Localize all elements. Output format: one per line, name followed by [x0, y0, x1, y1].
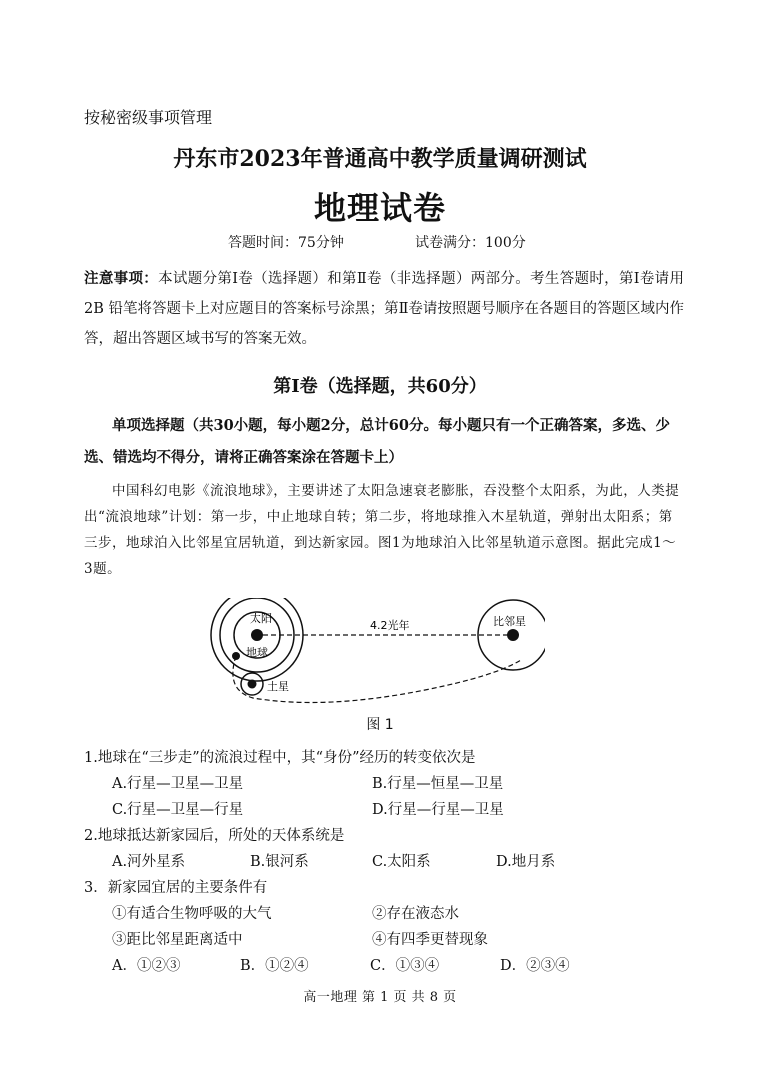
question-3-option-b: B．①②④ — [240, 958, 309, 974]
proxima-dot — [507, 629, 519, 641]
question-3-option-a: A．①②③ — [112, 958, 181, 974]
question-1-option-b: B.行星—恒星—卫星 — [372, 776, 504, 792]
page-footer: 高一地理 第 1 页 共 8 页 — [303, 990, 457, 1005]
sun-dot — [251, 629, 263, 641]
question-3-condition-2: ②存在液态水 — [372, 906, 459, 922]
question-3-stem: 3．新家园宜居的主要条件有 — [84, 880, 268, 896]
question-3-option-d: D．②③④ — [500, 958, 570, 974]
question-1-option-d: D.行星—行星—卫星 — [372, 802, 504, 818]
question-1-option-c: C.行星—卫星—行星 — [112, 802, 244, 818]
question-2-stem: 2.地球抵达新家园后，所处的天体系统是 — [84, 828, 345, 844]
question-2-option-d: D.地月系 — [496, 854, 556, 870]
question-2-option-a: A.河外星系 — [112, 854, 186, 870]
saturn-label: 土星 — [267, 680, 289, 693]
question-1-option-a: A.行星—卫星—卫星 — [112, 776, 244, 792]
question-3-condition-4: ④有四季更替现象 — [372, 932, 488, 948]
section-instruction: 单项选择题（共30小题，每小题2分，总计60分。每小题只有一个正确答案，多选、少选、错选均不得分，请将正确答案涂在答题卡上） — [84, 417, 670, 466]
subject-title: 地理试卷 — [313, 189, 446, 227]
question-3-condition-3: ③距比邻星距离适中 — [112, 932, 243, 948]
question-2-option-c: C.太阳系 — [372, 854, 431, 870]
distance-label: 4.2光年 — [370, 619, 410, 632]
proxima-label: 比邻星 — [493, 615, 526, 628]
question-3-condition-1: ①有适合生物呼吸的大气 — [112, 906, 272, 922]
earth-label: 地球 — [246, 646, 268, 659]
exam-title: 丹东市2023年普通高中教学质量调研测试 — [173, 146, 587, 172]
exam-time: 答题时间：75分钟 — [228, 235, 344, 251]
notice-text: 本试题分第Ⅰ卷（选择题）和第Ⅱ卷（非选择题）两部分。考生答题时，第Ⅰ卷请用 2B 铅笔将答题卡上对应题目的答案标号涂黑；第Ⅱ卷请按照题号顺序在各题目的答题区域内作答，超出答题区域书写的答案无效。 — [84, 271, 684, 347]
exam-full-score: 试卷满分：100分 — [415, 235, 526, 251]
saturn-dot — [248, 680, 257, 689]
notice-label: 注意事项： — [84, 270, 159, 287]
orbit-figure — [205, 598, 545, 714]
question-2-option-b: B.银河系 — [250, 854, 309, 870]
section-title: 第Ⅰ卷（选择题，共60分） — [273, 376, 487, 397]
question-intro: 中国科幻电影《流浪地球》，主要讲述了太阳急速衰老膨胀，吞没整个太阳系，为此，人类提出“流浪地球”计划：第一步，中止地球自转；第二步，将地球推入木星轨道，弹射出太阳系；第三步，地球泊入比邻星宜居轨道，到达新家园。图1为地球泊入比邻星轨道示意图。据此完成1～3题。 — [84, 483, 680, 577]
question-3-option-c: C．①③④ — [370, 958, 440, 974]
question-1-stem: 1.地球在“三步走”的流浪过程中，其“身份”经历的转变依次是 — [84, 750, 476, 766]
orbit-diagram — [205, 598, 545, 710]
sun-label: 太阳 — [250, 612, 272, 625]
notice-block — [84, 264, 684, 354]
confidential-label: 按秘密级事项管理 — [84, 108, 213, 127]
figure-caption: 图 1 — [366, 717, 394, 733]
